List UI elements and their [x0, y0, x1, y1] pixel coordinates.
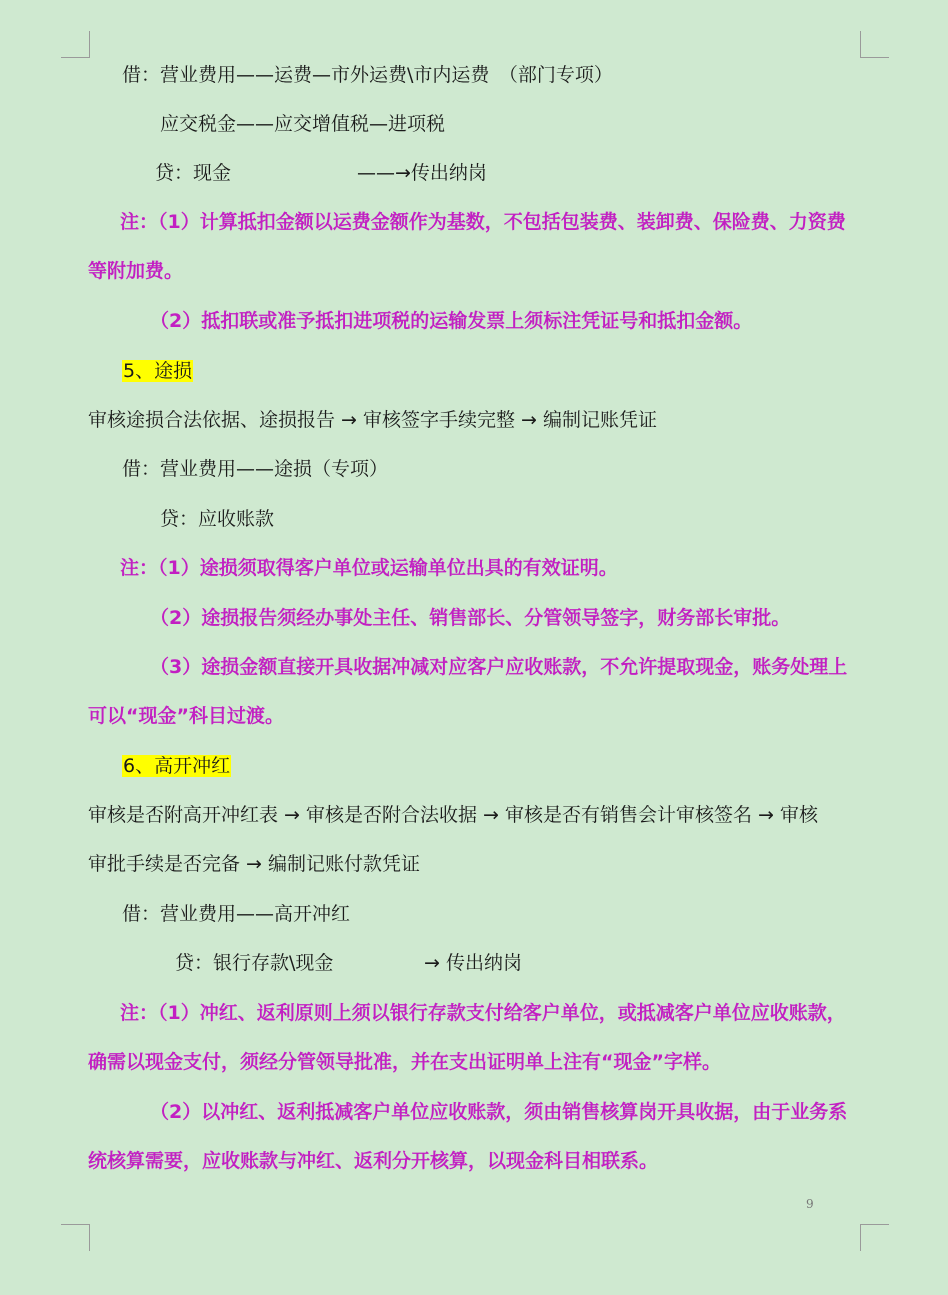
note-red-offset-2-cont: 统核算需要，应收账款与冲红、返利分开核算，以现金科目相联系。 — [88, 1150, 659, 1172]
note-loss-2: （2）途损报告须经办事处主任、销售部长、分管领导签字，财务部长审批。 — [150, 607, 791, 629]
note-freight-2: （2）抵扣联或准予抵扣进项税的运输发票上须标注凭证号和抵扣金额。 — [150, 310, 753, 332]
debit-freight-line: 借：营业费用——运费—市外运费\市内运费 （部门专项） — [122, 64, 613, 86]
section-heading-5-text: 5、途损 — [123, 360, 193, 382]
red-offset-process-flow: 审核是否附高开冲红表 → 审核是否附合法收据 → 审核是否有销售会计审核签名 → 审核 — [88, 804, 818, 826]
note-loss-3: （3）途损金额直接开具收据冲减对应客户应收账款，不允许提取现金，账务处理上 — [150, 656, 848, 678]
credit-receivable-line: 贷：应收账款 — [160, 508, 275, 530]
note-red-offset-2: （2）以冲红、返利抵减客户单位应收账款，须由销售核算岗开具收据，由于业务系 — [150, 1101, 848, 1123]
crop-mark-top-right — [860, 31, 889, 58]
section-heading-6 — [122, 753, 231, 779]
crop-mark-top-left — [61, 31, 90, 58]
debit-red-offset-line: 借：营业费用——高开冲红 — [122, 903, 351, 925]
debit-loss-line: 借：营业费用——途损（专项） — [122, 458, 389, 480]
note-freight-1-cont: 等附加费。 — [88, 260, 184, 282]
crop-mark-bottom-left — [61, 1224, 90, 1251]
note-red-offset-1-cont: 确需以现金支付，须经分管领导批准，并在支出证明单上注有“现金”字样。 — [88, 1051, 721, 1073]
section-heading-6-text: 6、高开冲红 — [123, 755, 231, 777]
section-heading-5 — [122, 358, 193, 384]
note-loss-1: 注：（1）途损须取得客户单位或运输单位出具的有效证明。 — [120, 557, 618, 579]
credit-cash-line: 贷：现金 — [155, 162, 232, 184]
note-loss-3-cont: 可以“现金”科目过渡。 — [88, 705, 284, 727]
loss-process-flow: 审核途损合法依据、途损报告 → 审核签字手续完整 → 编制记账凭证 — [88, 409, 657, 431]
crop-mark-bottom-right — [860, 1224, 889, 1251]
tax-input-line: 应交税金——应交增值税—进项税 — [160, 113, 446, 135]
page-number: 9 — [806, 1197, 814, 1211]
red-offset-process-flow-cont: 审批手续是否完备 → 编制记账付款凭证 — [88, 853, 420, 875]
transfer-cashier-note-2: → 传出纳岗 — [424, 952, 522, 974]
transfer-cashier-note: ——→传出纳岗 — [357, 162, 487, 184]
note-red-offset-1: 注：（1）冲红、返利原则上须以银行存款支付给客户单位，或抵减客户单位应收账款， — [120, 1002, 846, 1024]
note-freight-1: 注：（1）计算抵扣金额以运费金额作为基数，不包括包装费、装卸费、保险费、力资费 — [120, 211, 846, 233]
credit-bank-cash-line: 贷：银行存款\现金 — [175, 952, 334, 974]
